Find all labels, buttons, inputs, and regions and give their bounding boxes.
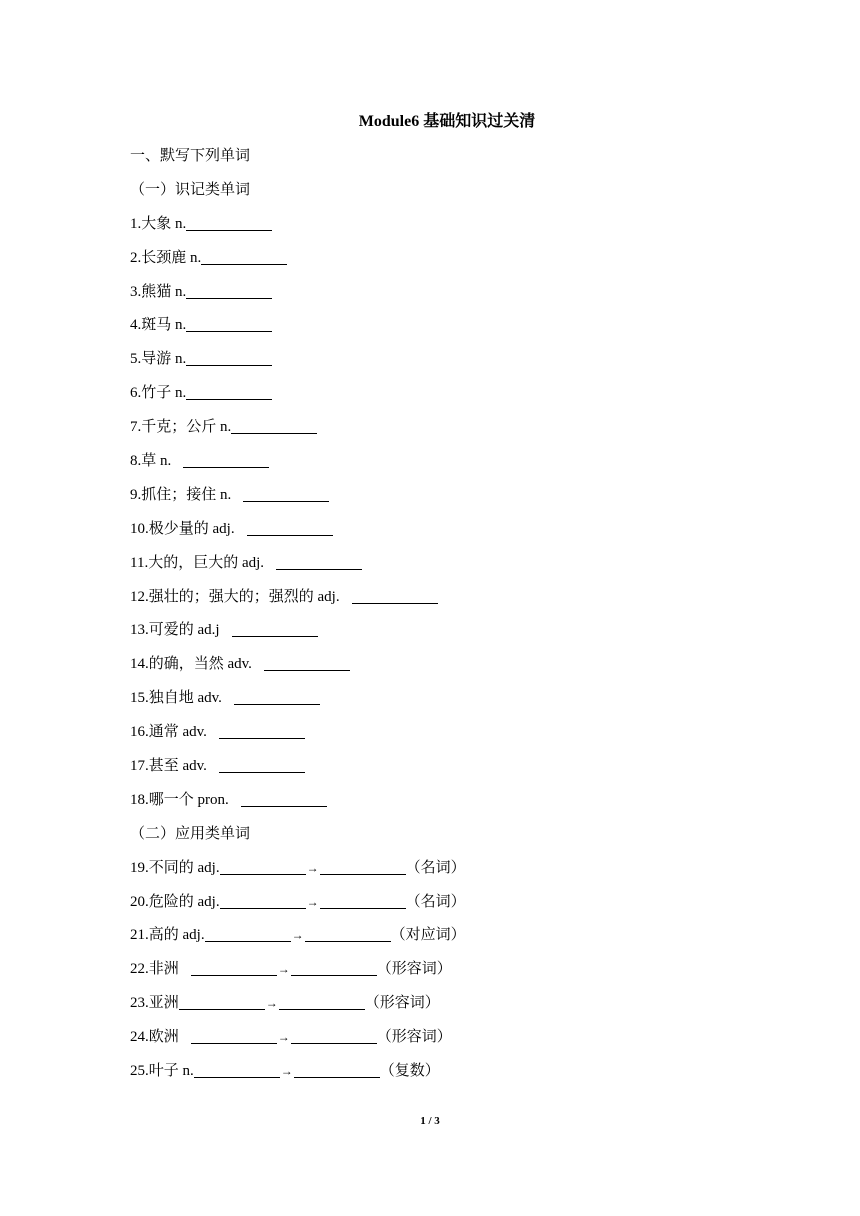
- vocab-prompt: 21.高的 adj.: [130, 927, 205, 944]
- vocab-item: [130, 619, 770, 653]
- vocab-item: [130, 552, 770, 586]
- answer-blank-derived[interactable]: [291, 958, 377, 976]
- answer-blank-base[interactable]: [220, 857, 306, 875]
- subsection-heading: [130, 179, 770, 213]
- answer-blank[interactable]: [234, 687, 320, 705]
- vocab-prompt: 8.草 n.: [130, 453, 172, 470]
- answer-blank[interactable]: [241, 789, 327, 807]
- vocab-prompt: 6.竹子 n.: [130, 385, 187, 402]
- vocab-item: [130, 450, 770, 484]
- word-form-note: （形容词）: [376, 961, 452, 978]
- arrow-icon: →: [277, 962, 290, 977]
- answer-blank[interactable]: [186, 314, 272, 332]
- answer-blank[interactable]: [186, 281, 272, 299]
- vocab-prompt: 25.叶子 n.: [130, 1063, 194, 1080]
- answer-blank-base[interactable]: [220, 891, 306, 909]
- vocab-prompt: 23.亚洲: [130, 995, 179, 1012]
- vocab-prompt: 15.独自地 adv.: [130, 690, 222, 707]
- word-form-note: （形容词）: [376, 1029, 452, 1046]
- answer-blank[interactable]: [243, 484, 329, 502]
- derivation-item: [130, 1026, 770, 1060]
- section-heading-text: 一、默写下列单词: [130, 148, 251, 164]
- answer-blank[interactable]: [186, 213, 272, 231]
- vocab-prompt: 19.不同的 adj.: [130, 859, 220, 876]
- vocab-item: [130, 247, 770, 281]
- vocab-prompt: 17.甚至 adv.: [130, 758, 207, 775]
- vocab-item: [130, 721, 770, 755]
- vocab-prompt: 2.长颈鹿 n.: [130, 249, 202, 266]
- vocab-prompt: 24.欧洲: [130, 1029, 179, 1046]
- vocab-prompt: 13.可爱的 ad.j: [130, 622, 220, 639]
- derivation-item: [130, 1060, 770, 1094]
- answer-blank[interactable]: [232, 619, 318, 637]
- vocab-prompt: 9.抓住；接住 n.: [130, 486, 232, 503]
- vocab-prompt: 16.通常 adv.: [130, 724, 207, 741]
- answer-blank-derived[interactable]: [279, 992, 365, 1010]
- vocab-prompt: 14.的确，当然 adv.: [130, 656, 252, 673]
- answer-blank[interactable]: [276, 552, 362, 570]
- answer-blank[interactable]: [231, 416, 317, 434]
- answer-blank[interactable]: [219, 755, 305, 773]
- vocab-item: [130, 586, 770, 620]
- answer-blank[interactable]: [264, 653, 350, 671]
- vocab-item: [130, 755, 770, 789]
- answer-blank[interactable]: [186, 348, 272, 366]
- answer-blank-base[interactable]: [191, 1026, 277, 1044]
- derivation-item: [130, 958, 770, 992]
- arrow-icon: →: [277, 1030, 290, 1045]
- derivation-item: [130, 924, 770, 958]
- word-form-note: （形容词）: [364, 995, 440, 1012]
- answer-blank-derived[interactable]: [320, 857, 406, 875]
- answer-blank-base[interactable]: [194, 1060, 280, 1078]
- answer-blank[interactable]: [183, 450, 269, 468]
- vocab-item: [130, 518, 770, 552]
- arrow-icon: →: [306, 860, 319, 875]
- word-form-note: （复数）: [379, 1063, 440, 1080]
- vocab-prompt: 3.熊猫 n.: [130, 283, 187, 300]
- answer-blank[interactable]: [352, 586, 438, 604]
- answer-blank-derived[interactable]: [305, 924, 391, 942]
- arrow-icon: →: [306, 894, 319, 909]
- answer-blank-base[interactable]: [205, 924, 291, 942]
- page-title: Module6 基础知识过关清: [358, 113, 536, 130]
- word-form-note: （对应词）: [390, 927, 466, 944]
- vocab-prompt: 18.哪一个 pron.: [130, 791, 229, 808]
- answer-blank-derived[interactable]: [291, 1026, 377, 1044]
- answer-blank-derived[interactable]: [294, 1060, 380, 1078]
- derivation-item: [130, 992, 770, 1026]
- vocab-item: [130, 348, 770, 382]
- subsection-heading-text: （二）应用类单词: [130, 825, 251, 842]
- answer-blank-base[interactable]: [191, 958, 277, 976]
- vocab-item: [130, 484, 770, 518]
- vocab-prompt: 4.斑马 n.: [130, 317, 187, 334]
- subsection-heading-text: （一）识记类单词: [130, 181, 251, 198]
- answer-blank-base[interactable]: [179, 992, 265, 1010]
- vocab-item: [130, 416, 770, 450]
- word-form-note: （名词）: [405, 859, 466, 876]
- vocab-item: [130, 687, 770, 721]
- word-form-note: （名词）: [405, 893, 466, 910]
- derivation-item: [130, 891, 770, 925]
- vocab-prompt: 12.强壮的；强大的；强烈的 adj.: [130, 588, 340, 605]
- section-heading: [130, 145, 770, 179]
- subsection-heading: [130, 823, 770, 857]
- vocab-prompt: 20.危险的 adj.: [130, 893, 220, 910]
- vocab-prompt: 10.极少量的 adj.: [130, 520, 235, 537]
- answer-blank[interactable]: [219, 721, 305, 739]
- vocab-item: [130, 789, 770, 823]
- arrow-icon: →: [265, 996, 278, 1011]
- vocab-item: [130, 653, 770, 687]
- vocab-prompt: 1.大象 n.: [130, 215, 187, 232]
- worksheet-body: [130, 145, 770, 1094]
- vocab-item: [130, 314, 770, 348]
- arrow-icon: →: [291, 928, 304, 943]
- answer-blank[interactable]: [247, 518, 333, 536]
- answer-blank[interactable]: [186, 382, 272, 400]
- vocab-prompt: 7.千克；公斤 n.: [130, 419, 232, 436]
- vocab-prompt: 5.导游 n.: [130, 351, 187, 368]
- vocab-prompt: 22.非洲: [130, 961, 179, 978]
- derivation-item: [130, 857, 770, 891]
- vocab-item: [130, 281, 770, 315]
- page-number: 1 / 3: [420, 1115, 440, 1127]
- vocab-prompt: 11.大的，巨大的 adj.: [130, 554, 265, 571]
- arrow-icon: →: [280, 1064, 293, 1079]
- answer-blank-derived[interactable]: [320, 891, 406, 909]
- answer-blank[interactable]: [201, 247, 287, 265]
- vocab-item: [130, 213, 770, 247]
- vocab-item: [130, 382, 770, 416]
